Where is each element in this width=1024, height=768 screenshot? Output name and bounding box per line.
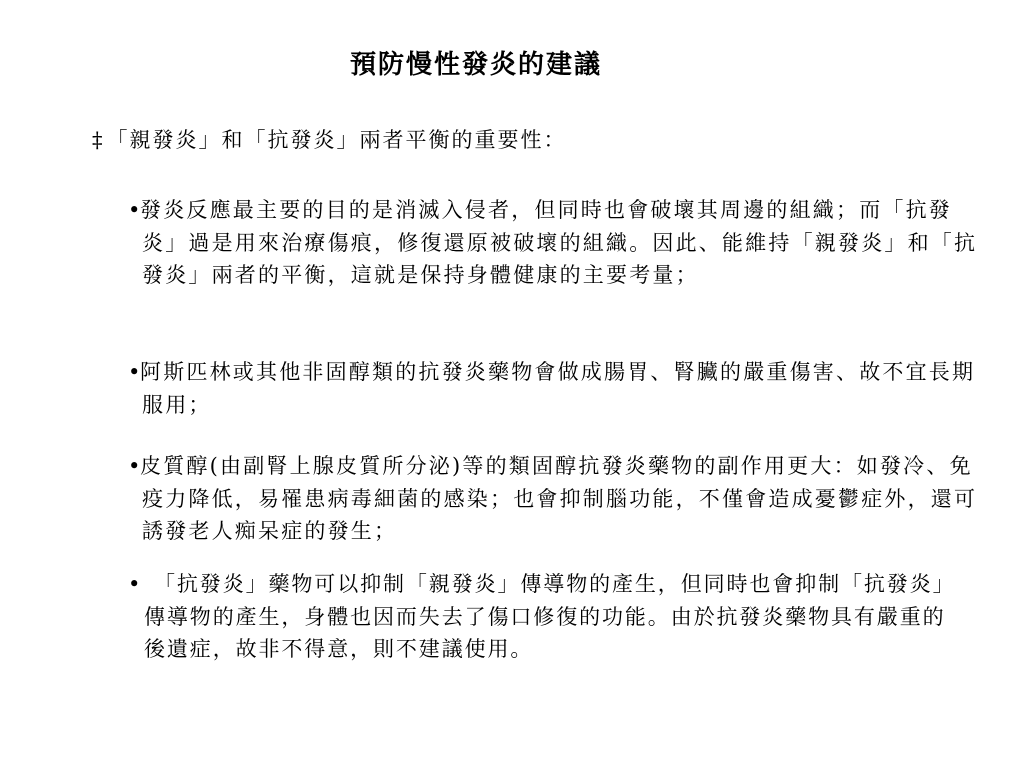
bullet-text: 「抗發炎」藥物可以抑制「親發炎」傳導物的產生，但同時也會抑制「抗發炎」傳導物的產生，身體也因而失去了傷口修復的功能。由於抗發炎藥物具有嚴重的後遺症，故非不得意，則不建議使用。	[144, 572, 956, 661]
bullet-item	[128, 194, 986, 292]
bullet-icon: •	[128, 360, 143, 384]
bullet-icon: •	[128, 198, 143, 222]
slide-title: 預防慢性發炎的建議	[349, 50, 602, 80]
section-heading-text: 「親發炎」和「抗發炎」兩者平衡的重要性：	[106, 128, 567, 152]
bullet-text: 發炎反應最主要的目的是消滅入侵者，但同時也會破壞其周邊的組織；而「抗發炎」過是用來治療傷痕，修復還原被破壞的組織。因此、能維持「親發炎」和「抗發炎」兩者的平衡，這就是保持身體健康的主要考量；	[140, 198, 978, 287]
double-dagger-icon: ‡	[92, 128, 105, 152]
bullet-item	[128, 568, 960, 666]
bullet-icon: •	[128, 454, 143, 478]
bullet-item	[128, 356, 986, 421]
bullet-icon: •	[128, 572, 143, 596]
section-heading	[92, 124, 952, 154]
bullet-text: 阿斯匹林或其他非固醇類的抗發炎藥物會做成腸胃、腎臟的嚴重傷害、故不宜長期服用；	[140, 360, 976, 417]
bullet-item	[128, 450, 986, 548]
bullet-text: 皮質醇(由副腎上腺皮質所分泌)等的類固醇抗發炎藥物的副作用更大：如發冷、免疫力降低，易罹患病毒細菌的感染；也會抑制腦功能，不僅會造成憂鬱症外，還可誘發老人痴呆症的發生；	[140, 454, 978, 543]
